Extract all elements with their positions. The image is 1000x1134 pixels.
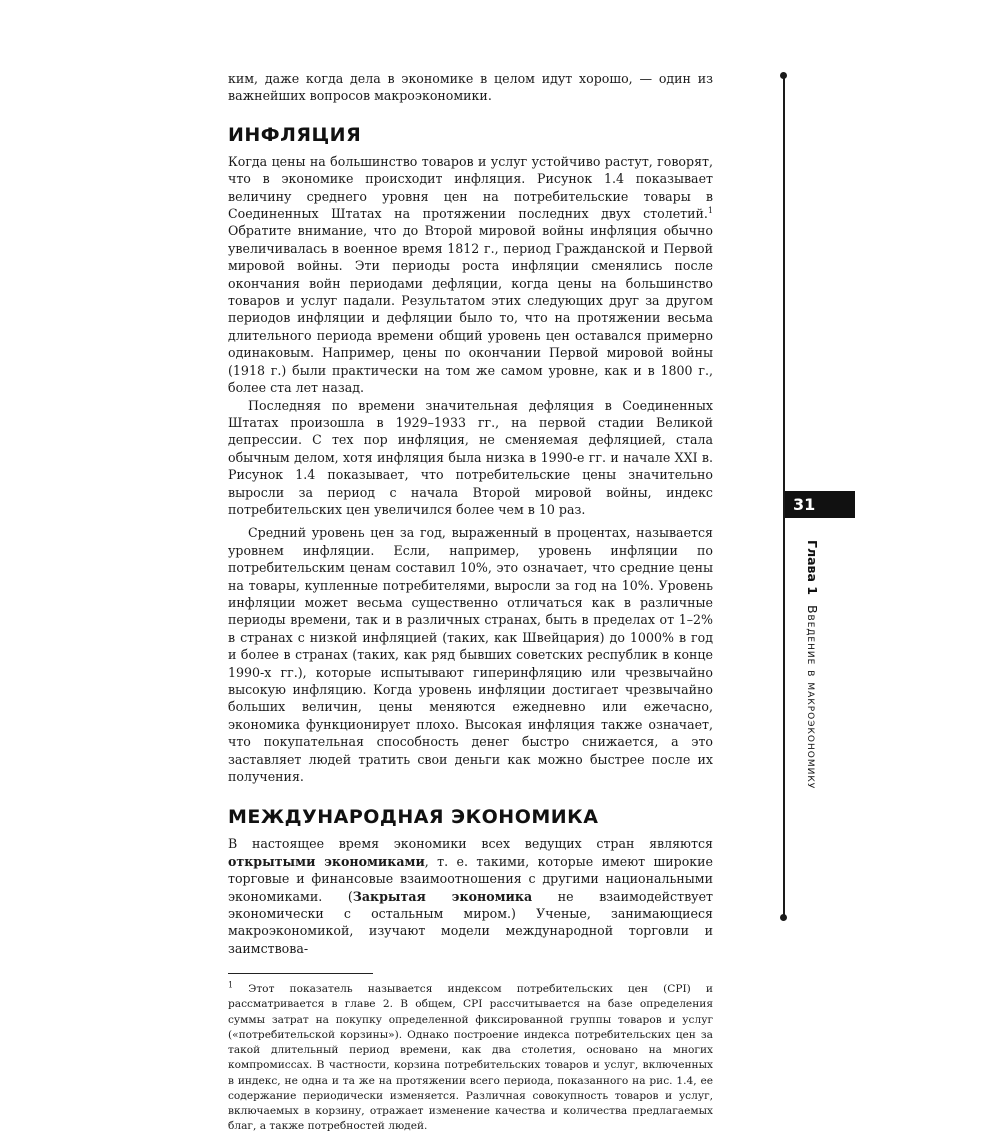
intro-paragraph: ким, даже когда дела в экономике в целом идут хорошо, — один из важнейших вопросов макроэкономики. [228, 71, 713, 104]
chapter-number: Глава 1 [805, 540, 820, 595]
international-paragraph-1 [228, 835, 713, 957]
inflation-paragraph-3: Средний уровень цен за год, выраженный в процентах, называется уровнем инфляции. Если, например, уровень инфляции по потребительским ценам составил 10%, это означает, что средние цены на товары, купленные потребителями, выросли за год на 10%. Уровень инфляции может весьма существенно отличаться как в различные периоды времени, так и в различных странах, быть в пределах от 1–2% в странах с низкой инфляцией (таких, как Швейцария) до 1000% в год и более в странах (таких, как ряд бывших советских республик в конце 1990-х гг.), которые испытывают гиперинфляцию или чрезвычайно высокую инфляцию. Когда уровень инфляции достигает чрезвычайно больших величин, цены меняются ежедневно или ежечасно, экономика функционирует плохо. Высокая инфляция также означает, что покупательная способность денег быстро снижается, а это заставляет людей тратить свои деньги как можно быстрее после их получения. [228, 525, 713, 785]
page-number: 31 [793, 495, 816, 514]
footnote-text: Этот показатель называется индексом потребительских цен (CPI) и рассматривается в главе 2. В общем, CPI рассчитывается на базе определения суммы затрат на покупку определенной фиксированной группы товаров и услуг («потребительской корзины»). Однако построение индекса потребительских цен за такой длительный период времени, как два столетия, основано на многих компромиссах. В частности, корзина потребительских товаров и услуг, включенных в индекс, не одна и та же на протяжении всего периода, показанного на рис. 1.4, ее содержание периодически изменяется. Различная совокупность товаров и услуг, включаемых в корзину, отражает изменение качества и количества предлагаемых благ, а также потребностей людей. [228, 983, 713, 1133]
rail-bottom-dot [780, 914, 787, 921]
footnote-ref[interactable]: 1 [707, 205, 713, 215]
footnote-rule [228, 973, 373, 974]
term-closed-economy: Закрытая экономика [352, 888, 533, 904]
page-number-box [785, 491, 855, 518]
footnote-1 [228, 982, 713, 1134]
section-heading-inflation: ИНФЛЯЦИЯ [228, 123, 362, 146]
section-heading-international: МЕЖДУНАРОДНАЯ ЭКОНОМИКА [228, 806, 599, 829]
inflation-paragraph-2: Последняя по времени значительная дефляция в Соединенных Штатах произошла в 1929–1933 гг., на первой стадии Великой депрессии. С тех пор инфляция, не сменяемая дефляцией, стала обычным делом, хотя инфляция была низка в 1990-е гг. и начале XXI в. Рисунок 1.4 показывает, что потребительские цены значительно выросли за период с начала Второй мировой войны, индекс потребительских цен увеличился более чем в 10 раз. [228, 397, 713, 517]
footnote-marker: 1 [228, 980, 234, 990]
intl-p1-text-c: не взаимодействует экономически с остальным миром.) Ученые, занимающиеся макроэкономикой, изучают модели международной торговли и заимствова- [228, 888, 713, 956]
rail-top-dot [780, 72, 787, 79]
text-column [228, 70, 713, 1134]
term-open-economy: открытыми экономиками [228, 853, 425, 869]
inflation-p1-text-b: Обратите внимание, что до Второй мировой войны инфляция обычно увеличивалась в военное время 1812 г., период Гражданской и Первой мировой войны. Эти периоды роста инфляции сменялись после окончания войн периодами дефляции, когда цены на большинство товаров и услуг падали. Результатом этих следующих друг за другом периодов инфляции и дефляции было то, что на протяжении весьма длительного периода времени общий уровень цен оставался примерно одинаковым. Например, цены по окончании Первой мировой войны (1918 г.) были практически на том же самом уровне, как и в 1800 г., более ста лет назад. [228, 223, 713, 396]
intl-p1-text-a: В настоящее время экономики всех ведущих стран являются [228, 836, 713, 852]
inflation-paragraph-1 [228, 153, 713, 397]
chapter-title: Введение в макроэкономику [805, 604, 820, 790]
chapter-running-head [805, 540, 820, 789]
inflation-p1-text-a: Когда цены на большинство товаров и услуг устойчиво растут, говорят, что в экономике происходит инфляция. Рисунок 1.4 показывает величину среднего уровня цен на потребительские товары в Соединенных Штатах на протяжении последних двух столетий. [228, 153, 713, 222]
intl-p1-text-b: , т. е. такими, которые имеют широкие торговые и финансовые взаимоотношения с другими национальными экономиками. ( [228, 853, 713, 904]
